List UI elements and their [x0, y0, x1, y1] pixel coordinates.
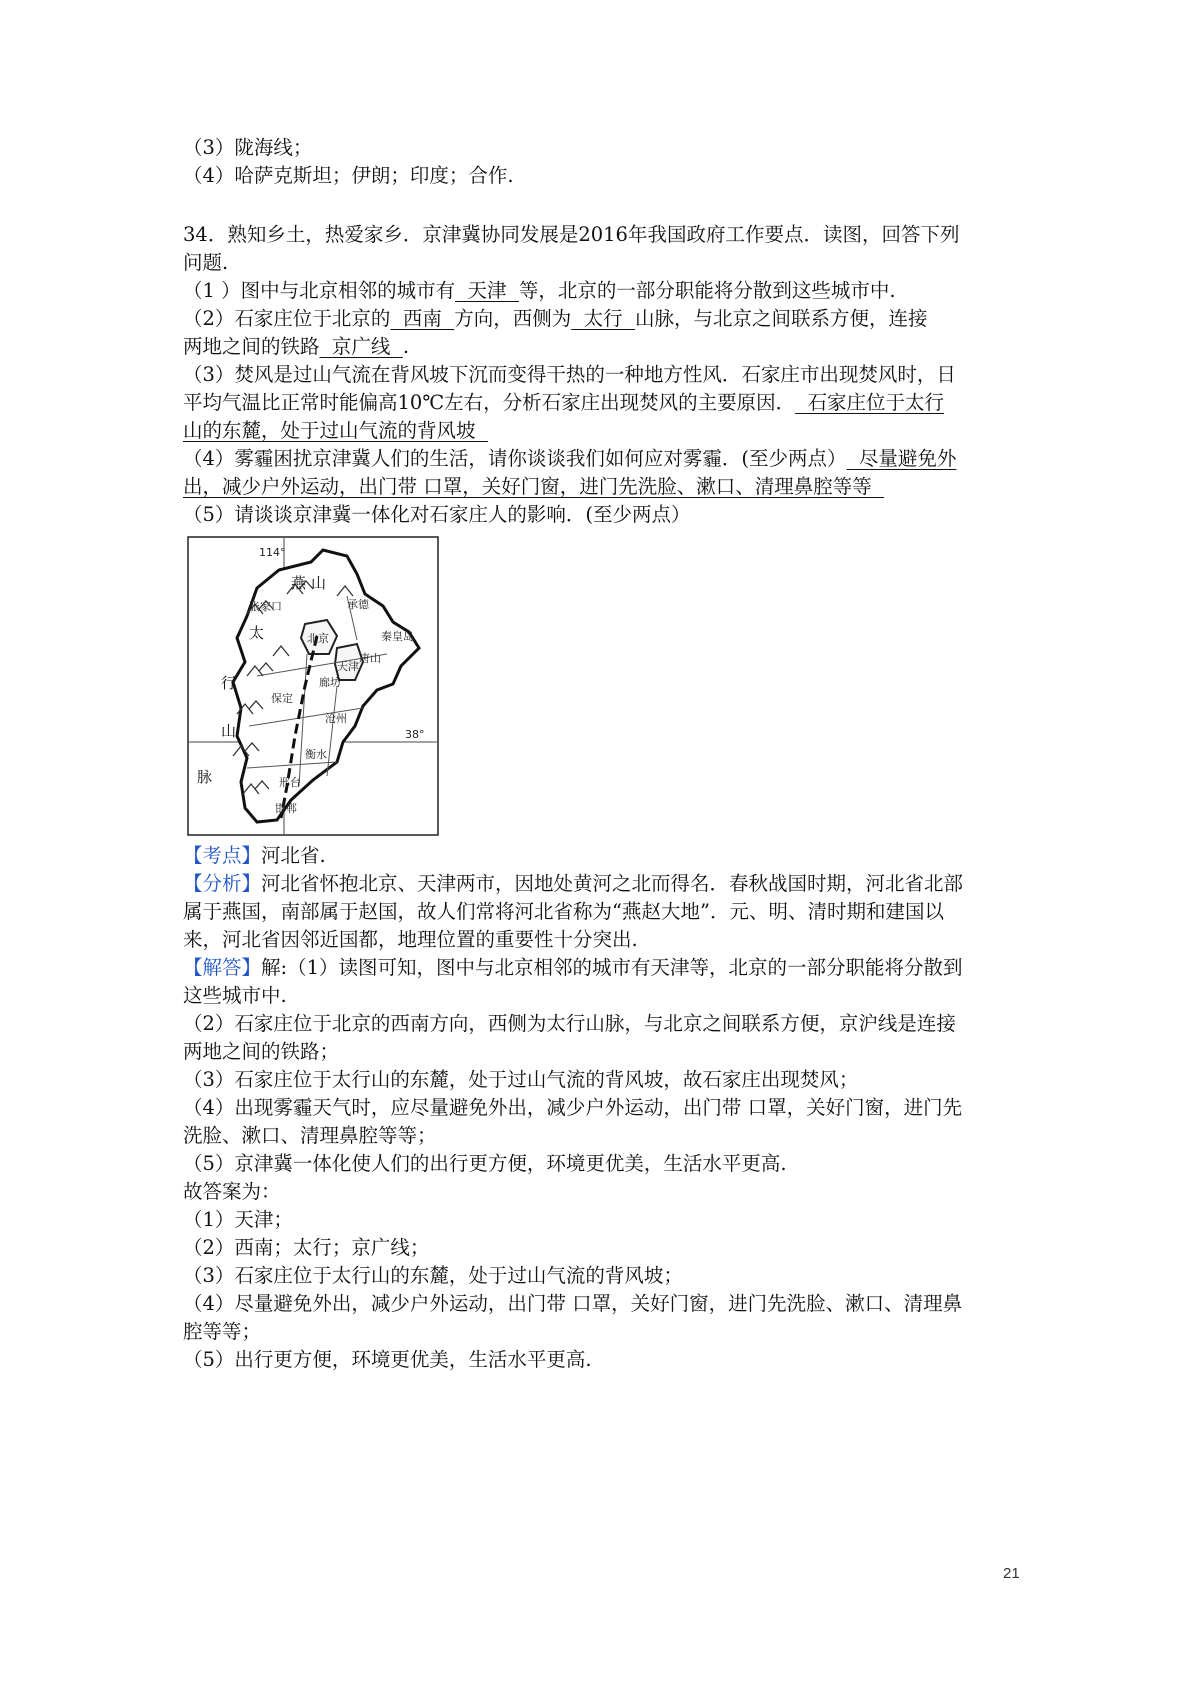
part-3-text: 平均气温比正常时能偏高10℃左右，分析石家庄出现焚风的主要原因． [183, 391, 796, 414]
spacer [183, 190, 1023, 221]
part-4-text: （4）雾霾困扰京津冀人们的生活，请你谈谈我们如何应对雾霾．(至少两点） [183, 447, 847, 470]
question-34-part-1 [183, 277, 1023, 305]
question-34-part-3: （3）焚风是过山气流在背风坡下沉而变得干热的一种地方性风．石家庄市出现焚风时，日 [183, 363, 956, 386]
map-city-zhangjiakou: 张家口 [249, 600, 282, 613]
map-mountain-yan: 燕 [291, 574, 307, 592]
part-2-text-mid: 方向，西侧为 [454, 307, 572, 330]
fenxi-text-1: 河北省怀抱北京、天津两市，因地处黄河之北而得名．春秋战国时期，河北省北部 [261, 872, 964, 895]
final-answer-4: （4）尽量避免外出，减少户外运动，出门带 口罩，关好门窗，进门先洗脸、漱口、清理鼻 [183, 1292, 963, 1315]
jieda-text-1: 解:（1）读图可知，图中与北京相邻的城市有天津等，北京的一部分职能将分散到 [261, 956, 963, 979]
question-34-part-2-cont [183, 333, 1023, 361]
part-2-text: （2）石家庄位于北京的 [183, 307, 391, 330]
map-city-chengde: 承德 [347, 598, 369, 611]
jieda-line-8: （5）京津冀一体化使人们的出行更方便，环境更优美，生活水平更高. [183, 1152, 787, 1175]
map-city-langfang: 廊坊 [319, 676, 341, 689]
map-city-hengshui: 衡水 [305, 748, 327, 761]
prev-answer-4: （4）哈萨克斯坦；伊朗；印度；合作. [183, 164, 514, 187]
part-1-text-end: 等，北京的一部分职能将分散到这些城市中. [518, 279, 896, 302]
part-2-answer-blank-2: 太行 [571, 307, 636, 330]
kaodian-tag: 【考点】 [183, 844, 262, 867]
fenxi-tag: 【分析】 [183, 872, 262, 895]
part-2-answer-blank-1: 西南 [390, 307, 455, 330]
map-city-tianjin: 天津 [337, 660, 359, 673]
final-answer-5: （5）出行更方便，环境更优美，生活水平更高. [183, 1348, 592, 1371]
map-mountain-mai: 脉 [197, 768, 213, 786]
answer-intro: 故答案为： [183, 1180, 281, 1203]
question-34-part-5: （5）请谈谈京津冀一体化对石家庄人的影响．(至少两点） [183, 503, 691, 526]
part-1-answer-blank: 天津 [455, 279, 519, 302]
jieda-line-7: 洗脸、漱口、清理鼻腔等等； [183, 1124, 437, 1147]
part-2-answer-blank-3: 京广线 [319, 335, 403, 358]
jieda-line-2: 这些城市中. [183, 984, 287, 1007]
kaodian-line [183, 842, 1023, 870]
map-city-beijing: 北京 [307, 632, 329, 645]
fenxi-line-1 [183, 870, 1023, 898]
jieda-tag: 【解答】 [183, 956, 262, 979]
map-city-cangzhou: 沧州 [325, 712, 347, 725]
map-mountain-tai: 太 [249, 624, 265, 642]
page-number: 21 [1003, 1565, 1020, 1582]
fenxi-line-2: 属于燕国，南部属于赵国，故人们常将河北省称为“燕赵大地”．元、明、清时期和建国以 [183, 900, 944, 923]
final-answer-2: （2）西南；太行；京广线； [183, 1236, 430, 1259]
map-city-tangshan: 唐山 [359, 652, 381, 665]
part-2-period: . [402, 335, 410, 358]
longitude-label: 114° [259, 546, 286, 559]
part-2-text-line2: 两地之间的铁路 [183, 335, 320, 358]
kaodian-text: 河北省. [261, 844, 326, 867]
map-city-baoding: 保定 [271, 692, 293, 705]
final-answer-1: （1）天津； [183, 1208, 293, 1231]
jieda-line-6: （4）出现雾霾天气时，应尽量避免外出，减少户外运动，出门带 口罩，关好门窗，进门先 [183, 1096, 963, 1119]
question-34-part-4-answer [183, 473, 1023, 501]
prev-answer-3: （3）陇海线； [183, 136, 313, 159]
hebei-map-figure [187, 536, 439, 836]
map-mountain-xing: 行 [221, 674, 237, 692]
part-1-text: （1 ）图中与北京相邻的城市有 [183, 279, 456, 302]
jieda-line-5: （3）石家庄位于太行山的东麓，处于过山气流的背风坡，故石家庄出现焚风； [183, 1068, 859, 1091]
part-3-answer-blank-1: 石家庄位于太行 [795, 391, 945, 414]
jieda-line-1 [183, 954, 1023, 982]
map-city-handan: 邯郸 [275, 802, 297, 815]
document-body [183, 134, 1023, 1374]
question-34-stem-cont: 问题. [183, 251, 229, 274]
map-mountain-shan-2: 山 [221, 722, 237, 740]
question-34-part-4 [183, 445, 1023, 473]
question-34-part-2 [183, 305, 1023, 333]
question-34-stem: 34．熟知乡土，热爱家乡．京津冀协同发展是2016年我国政府工作要点．读图，回答下列 [183, 223, 960, 246]
map-city-xingtai: 邢台 [279, 776, 301, 789]
question-34-part-3-answer [183, 417, 1023, 445]
part-4-answer-blank-2: 出，减少户外运动，出门带 口罩，关好门窗，进门先洗脸、漱口、清理鼻腔等等 [183, 475, 885, 498]
part-4-answer-blank-1: 尽量避免外 [846, 447, 957, 470]
final-answer-4-cont: 腔等等； [183, 1320, 262, 1343]
part-3-answer-blank-2: 山的东麓，处于过山气流的背风坡 [183, 419, 488, 442]
part-2-text-end: 山脉，与北京之间联系方便，连接 [635, 307, 928, 330]
map-city-qinhuangdao: 秦皇岛 [381, 630, 414, 643]
jieda-line-3: （2）石家庄位于北京的西南方向，西侧为太行山脉，与北京之间联系方便，京沪线是连接 [183, 1012, 956, 1035]
map-mountain-shan-1: 山 [311, 574, 327, 592]
hebei-map [187, 536, 439, 836]
latitude-label: 38° [405, 728, 425, 741]
jieda-line-4: 两地之间的铁路； [183, 1040, 340, 1063]
fenxi-line-3: 来，河北省因邻近国都，地理位置的重要性十分突出. [183, 928, 638, 951]
final-answer-3: （3）石家庄位于太行山的东麓，处于过山气流的背风坡； [183, 1264, 683, 1287]
question-34-part-3-cont [183, 389, 1023, 417]
